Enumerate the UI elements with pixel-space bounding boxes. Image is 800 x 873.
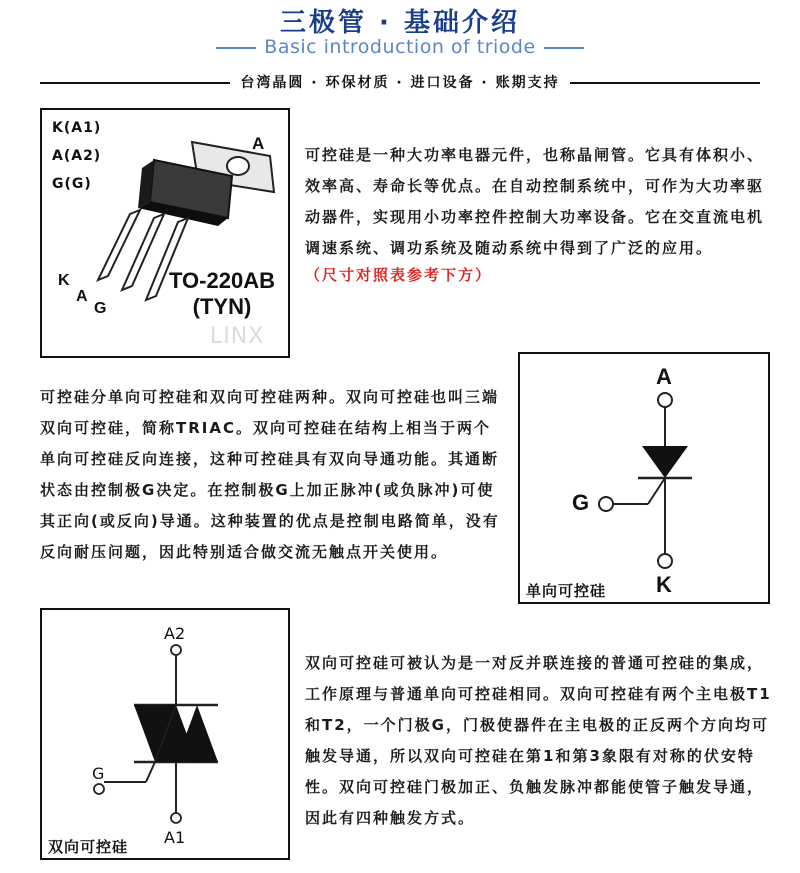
scr-cathode-label: K <box>656 572 672 597</box>
tagline-text: 台湾晶圆 · 环保材质 · 进口设备 · 账期支持 <box>240 75 560 91</box>
lead-a-label: A <box>76 288 88 305</box>
subtitle-dash-right <box>544 47 584 49</box>
scr-symbol-icon <box>520 354 768 602</box>
lead-k-label: K <box>58 272 70 289</box>
tagline-rule-right <box>570 82 760 84</box>
pin-g-label: G(G) <box>52 176 92 192</box>
triac-a1-label: A1 <box>164 828 186 847</box>
intro-text: 可控硅是一种大功率电器元件，也称晶闸管。它具有体积小、效率高、寿命长等优点。在自动控制系统中，可作为大功率驱动器件，实现用小功率控件控制大功率设备。它在交直流电机调速系统、调功系统及随动系统中得到了广泛的应用。 <box>305 146 765 257</box>
triac-section <box>305 648 775 834</box>
pin-a-label: A(A2) <box>52 148 102 164</box>
tab-a-label: A <box>252 134 265 153</box>
subtitle-text: Basic introduction of triode <box>264 36 536 58</box>
scr-types-section <box>40 382 506 568</box>
triac-caption: 双向可控硅 <box>48 838 129 856</box>
scr-gate-label: G <box>572 490 590 515</box>
triac-symbol-icon <box>42 610 288 858</box>
size-note: （尺寸对照表参考下方） <box>305 266 493 284</box>
triac-text: 双向可控硅可被认为是一对反并联连接的普通可控硅的集成，工作原理与普通单向可控硅相同。双向可控硅有两个主电极T1和T2，一个门极G，门极使器件在主电极的正反两个方向均可触发导通，所以双向可控硅在第1和第3象限有对称的伏安特性。双向可控硅门极加正、负触发脉冲都能使管子触发导通，因此有四种触发方式。 <box>305 654 772 827</box>
lead-g-label: G <box>94 300 107 317</box>
tagline-rule-left <box>40 82 230 84</box>
intro-section <box>305 140 773 285</box>
triac-a2-label: A2 <box>164 624 186 643</box>
scr-anode-label: A <box>656 364 672 389</box>
triac-gate-label: G <box>92 764 105 783</box>
scr-symbol-box <box>518 352 770 604</box>
page-subtitle <box>0 36 800 58</box>
package-image-box <box>40 108 290 358</box>
watermark: LINX <box>210 324 265 349</box>
tagline <box>0 72 800 92</box>
scr-caption: 单向可控硅 <box>526 582 607 600</box>
page-title: 三极管 · 基础介绍 <box>280 8 520 38</box>
subtitle-dash-left <box>216 47 256 49</box>
package-type: (TYN) <box>192 294 252 319</box>
scr-types-text: 可控硅分单向可控硅和双向可控硅两种。双向可控硅也叫三端双向可控硅，简称TRIAC。双向可控硅在结构上相当于两个单向可控硅反向连接，这种可控硅具有双向导通功能。其通断状态由控制极G决定。在控制极G上加正脉冲(或负脉冲)可使其正向(或反向)导通。这种装置的优点是控制电路简单，没有反向耐压问题，因此特别适合做交流无触点开关使用。 <box>40 388 500 561</box>
package-name: TO-220AB <box>169 268 275 293</box>
pin-k-label: K(A1) <box>52 120 102 136</box>
triac-symbol-box <box>40 608 290 860</box>
